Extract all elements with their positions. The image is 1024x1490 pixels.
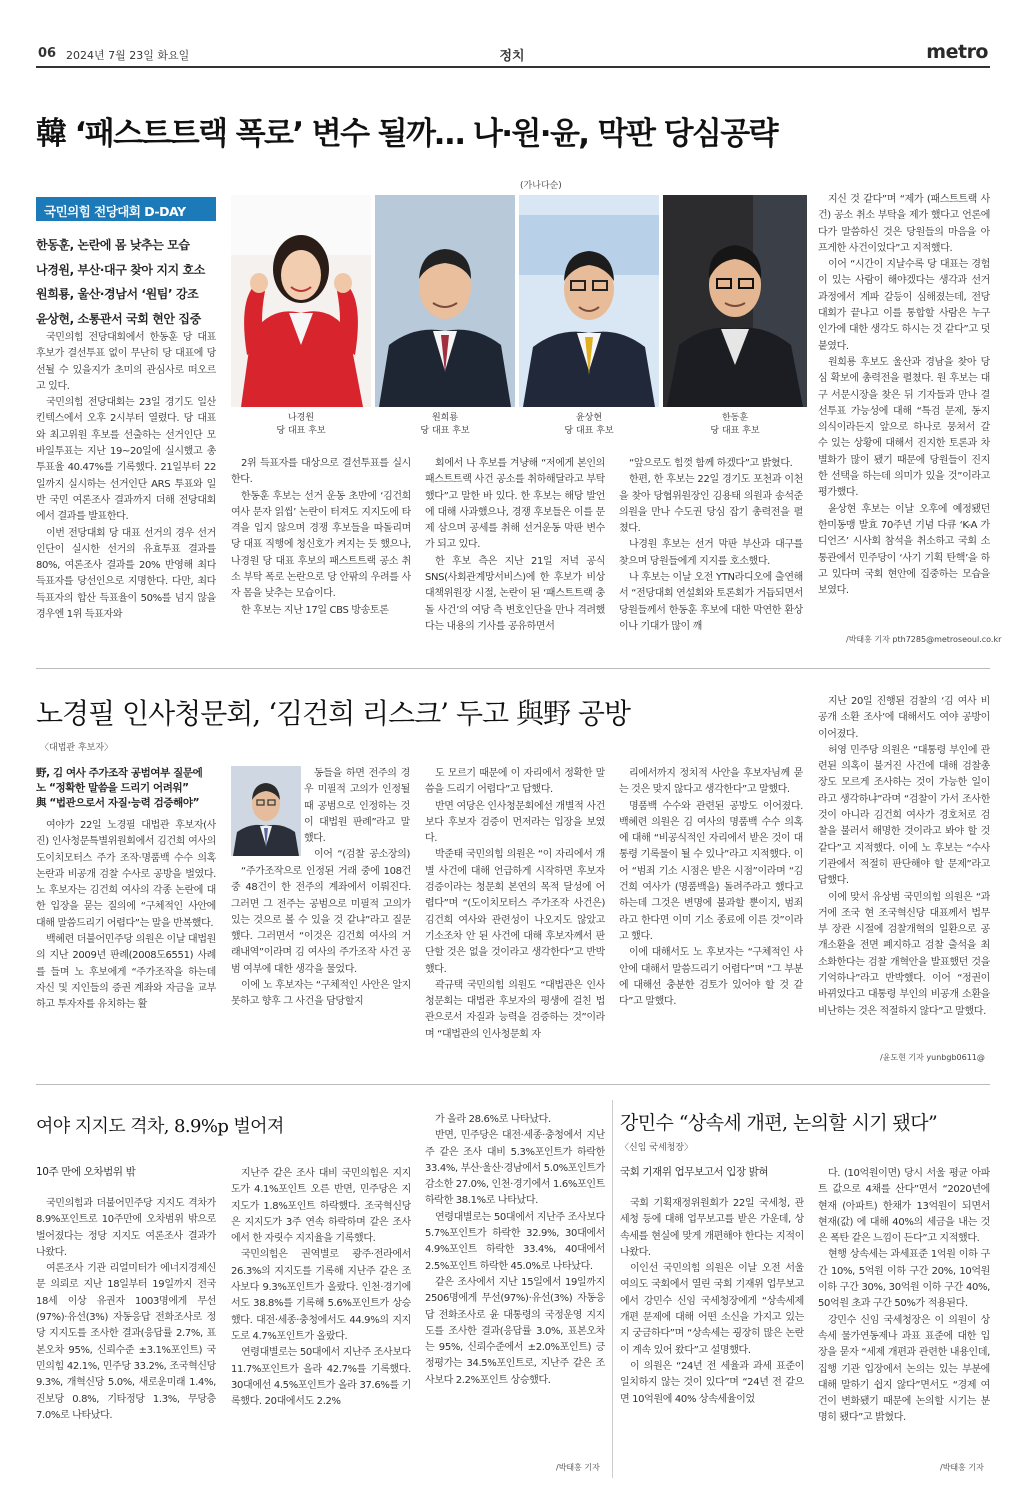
paragraph: 이 의원은 “24년 전 세율과 과세 표준이 일치하지 않는 것이 있다”며 “24년 전 같으면 10억원에 40% 상속세율이었: [620, 1360, 804, 1405]
paragraph: 지신 것 같다”며 “제가 (패스트트랙 사건) 공소 취소 부탁을 제가 했다고 언론에다가 말씀하신 것은 당원들의 마음을 아프게한 사건이었다”고 지적했다.: [818, 194, 990, 254]
article3-body-col2: [231, 1166, 411, 1476]
article2-byline: /윤도현 기자 yunbgb0611@: [880, 1053, 985, 1062]
paragraph: 박준태 국민의힘 의원은 “이 자리에서 개별 사건에 대해 언급하게 시작하면 후보자 검증이라는 청문회 본연의 목적 달성에 어렵다”며 “(도이치모터스 주가조작 사건은) 김건희 여사와 관련성이 나오지도 않았고 기소조차 안 된 사건에 대해 후보자께서 판단할 것은 없을 것이라고 생각한다”고 반박했다.: [425, 849, 605, 975]
photo-caption-1-title: 당 대표 후보: [276, 426, 326, 436]
paragraph: 리에서까지 정치적 사안을 후보자님께 묻는 것은 맞지 않다고 생각한다”고 말했다.: [619, 768, 803, 796]
paragraph: 연령대별로는 50대에서 지난주 조사보다 5.7%포인트가 하락한 32.9%, 30대에서 4.9%포인트 하락한 33.4%, 40대에서 2.5%포인트 하락한 45.0%로 나타났다.: [425, 1211, 605, 1272]
photo-caption-1: [231, 412, 371, 438]
dday-tag: 국민의힘 전당대회 D-DAY: [36, 197, 216, 221]
paragraph: 국민의힘 전당대회에서 한동훈 당 대표 후보가 결선투표 없이 무난히 당 대표에 당선될 수 있을지가 초미의 관심사로 떠오르고 있다.: [36, 332, 216, 392]
paragraph: 반면, 민주당은 대전·세종·충청에서 지난주 같은 조사 대비 5.3%포인트가 하락한 33.4%, 부산·울산·경남에서 5.0%포인트가 감소한 27.0%, 인천·경기에서 1.6%포인트 하락한 38.1%로 나타났다.: [425, 1130, 605, 1207]
paragraph: 이어 “시간이 지날수록 당 대표는 경험이 있는 사람이 해야겠다는 생각과 선거 과정에서 계파 갈등이 심해졌는데, 전당대회가 끝나고 이를 통합할 사람은 누구인가에 대한 생각도 하시는 것 같다”고 덧붙였다.: [818, 259, 990, 352]
header-rule: [36, 66, 990, 68]
article4-body-col2: [818, 1166, 990, 1462]
article1-body-col4: [619, 456, 803, 648]
article1-headline: 韓 ‘패스트트랙 폭로’ 변수 될까… 나·원·윤, 막판 당심공략: [36, 116, 777, 152]
article3-headline: 여야 지지도 격차, 8.9%p 벌어져: [36, 1116, 284, 1137]
photo-caption-2-name: 원희룡: [431, 413, 459, 423]
paragraph: 한편, 한 후보는 22일 경기도 포천과 이천을 찾아 당협위원장인 김용태 의원과 송석준 의원을 만나 수도권 당심 잡기 총력전을 펼쳤다.: [619, 474, 803, 535]
paragraph: 한 후보는 지난 17일 CBS 방송토론: [241, 604, 389, 616]
article3-body-col3: [425, 1112, 605, 1476]
metro-logo: [926, 41, 988, 63]
paragraph: 나경원 후보는 선거 막판 부산과 대구를 찾으며 당원들에게 지지를 호소했다.: [619, 539, 803, 567]
article1-subheads: [36, 233, 205, 331]
paragraph: 이에 맞서 유상범 국민의힘 의원은 “과거에 조국 현 조국혁신당 대표께서 법무부 장관 시절에 검찰개혁의 일환으로 공개소환을 전면 폐지하고 검찰 출석을 최소화한다는 검찰 개혁안을 발표했던 것을 기억하나”라고 반박했다. 이어 “정권이 바뀌었다고 대통령 부인의 비공개 소환을 비난하는 것은 적절하지 않다”고 말했다.: [818, 891, 990, 1017]
section-divider-2: [36, 1084, 990, 1085]
paragraph: 윤상현 후보는 이날 오후에 예정됐던 한미동맹 발효 70주년 기념 다큐 ‘K-A 가디언즈’ 시사회 참석을 취소하고 국회 소통관에서 민주당이 ‘사기 기획 탄핵’을 하고 있다며 국회 현안에 집중하는 모습을 보였다.: [818, 503, 990, 597]
paragraph: 이에 노 후보자는 “구체적인 사안은 알지 못하고 향후 그 사건을 담당할지: [231, 980, 411, 1008]
photo-order-note: (가나다순): [520, 181, 562, 191]
paragraph: 국민의힘과 더불어민주당 지지도 격차가 8.9%포인트로 10주만에 오차범위 밖으로 벌어졌다는 정당 지지도 여론조사 결과가 나왔다.: [36, 1198, 216, 1258]
paragraph: 한동훈 후보는 선거 운동 초반에 ‘김건희 여사 문자 읽씹’ 논란이 터져도 지지도에 타격을 입지 않으며 경쟁 후보들을 따돌리며 당 대표 직행에 청신호가 켜지는 듯 했으나, 나경원 당 대표 후보의 패스트트랙 공소 취소 부탁 폭로 논란으로 당 안팎의 우려를 사자 몸을 낮추는 모습이다.: [231, 490, 411, 600]
article4-photo-caption: 〈신임 국세청장〉: [620, 1143, 694, 1153]
paragraph: 연령대별로는 50대에서 지난주 조사보다 11.7%포인트가 올라 42.7%를 기록했다. 30대에선 4.5%포인트가 올라 37.6%를 기록했다. 20대에서도 2.2%: [231, 1347, 411, 1408]
article4-byline: /박태홍 기자: [940, 1463, 984, 1472]
paragraph: 동들을 하면 전주의 경우 미필적 고의가 인정될 때 공범으로 인정하는 것이 대법원 판례”라고 말했다.: [304, 768, 410, 845]
paragraph: 이인선 국민의힘 의원은 이날 오전 서울 여의도 국회에서 열린 국회 기재위 업무보고에서 강민수 신임 국세청장에게 “상속세제 개편 문제에 대해 어떤 소신을 가지고 있는지 궁금하다”며 “상속세는 굉장히 많은 논란이 계속 있어 왔다”고 설명했다.: [620, 1263, 804, 1356]
photo-caption-4-title: 당 대표 후보: [710, 426, 760, 436]
article1-subhead-2: 나경원, 부산·대구 찾아 지지 호소: [36, 262, 205, 277]
paragraph: 다. (10억원이면) 당시 서울 평균 아파트 값으로 4채를 산다”면서 “2020년에 현재 (아파트) 한채가 13억원이 되면서 현재(값) 에 대해 40%의 세금을 내는 것은 폭탄 같은 느낌이 든다”고 지적했다.: [818, 1168, 990, 1245]
article2-body-col4: [619, 766, 803, 1056]
article2-body-col3: [425, 766, 605, 1068]
paragraph: 한 후보 측은 지난 21일 저녁 공식 SNS(사회관계망서비스)에 한 후보가 비상대책위원장 시절, 논란이 된 ‘패스트트랙 충돌 사건’의 여당 측 변호인단을 만나 격려했다는 내용의 기사를 공유하면서: [425, 555, 605, 632]
photo-han-donghoon: [663, 195, 807, 407]
photo-yoon-sanghyun: [519, 195, 659, 407]
article1-body-col3: [425, 456, 605, 648]
paragraph: “주가조작으로 인정된 거래 중에 108건 중 48건이 한 전주의 계좌에서 이뤄진다. 그러면 그 전주는 공범으로 미필적 고의가 있는 것으로 볼 수 있을 것 같냐”라고 질문했다. 그러면서 “이것은 김건희 여사의 거래내역”이라며 김 여사의 주가조작 사건 공범 여부에 대한 생각을 물었다.: [231, 866, 411, 975]
paragraph: 국회 기획재정위원회가 22일 국세청, 관세청 등에 대해 업무보고를 받은 가운데, 상속세를 현실에 맞게 개편해야 한다는 지적이 나왔다.: [620, 1198, 804, 1258]
paragraph: 명품백 수수와 관련된 공방도 이어졌다. 백혜련 의원은 김 여사의 명품백 수수 의혹에 대해 “비공식적인 자리에서 받은 것이 대통령 기록물이 될 수 있나”라고 지적했다. 이어 “범죄 기소 시점은 받은 시점”이라며 “김건희 여사가 (명품백을) 돌려주라고 했다고 하는데 그것은 변명에 불과할 뿐이지, 범죄라고 한다면 이미 기소 종료에 이른 것”이라고 했다.: [619, 800, 803, 942]
paragraph: 같은 조사에서 지난 15일에서 19일까지 2506명에게 무선(97%)·유선(3%) 자동응답 전화조사로 윤 대통령의 국정운영 지지도를 조사한 결과(응답률 3.0%, 표본오차는 95%, 신뢰수준에서 ±2.0%포인트) 긍정평가는 34.5%포인트로, 지난주 같은 조사보다 2.2%포인트 상승했다.: [425, 1276, 605, 1386]
paragraph: 국민의힘 전당대회는 23일 경기도 일산 킨텍스에서 오후 2시부터 열렸다. 당 대표와 최고위원 후보를 선출하는 선거인단 모바일투표는 지난 19~20일에 실시했고 총 투표율 40.47%를 기록했다. 21일부터 22일까지 실시하는 선거인단 ARS 투표와 일반 국민 여론조사 결과까지 더해 전당대회에서 결과를 발표한다.: [36, 397, 216, 523]
photo-caption-3-name: 윤상현: [575, 413, 603, 423]
article2-body-col1: [36, 818, 216, 1068]
paragraph: “앞으로도 힘껏 함께 하겠다”고 밝혔다.: [629, 458, 793, 469]
photo-noh-kyungpil: [231, 766, 301, 856]
paragraph: 이어 “(검찰 공소장의): [314, 849, 410, 861]
paragraph: 백혜련 더불어민주당 의원은 이날 대법원의 지난 2009년 판례(2008도6551) 사례를 들며 노 후보에게 “주가조작을 하는데 자신 및 지인들의 증권 계좌와 자금을 교부하고 투자자를 유치하는 활: [36, 934, 216, 1011]
paragraph: 강민수 신임 국세청장은 이 의원이 상속세 물가연동제나 과표 표준에 대한 입장을 묻자 “세제 개편과 관련한 내용인데, 집행 기관 입장에서 논의는 있는 부분에 대해 말하기 쉽지 않다”면서도 “경제 여건이 변화됐기 때문에 논의할 시기는 분명히 됐다”고 밝혔다.: [818, 1314, 990, 1424]
paragraph: 곽규택 국민의힘 의원도 “대법관은 인사청문회는 대법관 후보자의 평생에 걸친 법관으로서 자질과 능력을 검증하는 것”이라며 “대법관의 인사청문회 자: [425, 979, 605, 1040]
photo-caption-2: [375, 412, 515, 438]
article1-subhead-4: 윤상현, 소통관서 국회 현안 집중: [36, 311, 201, 326]
paragraph: 가 올라 28.6%로 나타났다.: [435, 1114, 551, 1125]
photo-caption-3-title: 당 대표 후보: [564, 426, 614, 436]
page-number: 06: [38, 46, 57, 61]
article3-byline: /박태홍 기자: [556, 1463, 600, 1472]
article1-subhead-3: 원희룡, 울산·경남서 ‘원팀’ 강조: [36, 287, 199, 301]
issue-date-text: 2024년 7월 23일 화요일: [66, 49, 190, 62]
article2-body-col2: [231, 864, 411, 1068]
article4-subhead: 국회 기재위 업무보고서 입장 밝혀: [620, 1166, 769, 1178]
article2-body-col2-top: [304, 766, 410, 864]
article1-body-col1: [36, 330, 216, 648]
paragraph: 회에서 나 후보를 겨냥해 “저에게 본인의 패스트트랙 사건 공소를 취하해달라고 부탁했다”고 말한 바 있다. 한 후보는 해당 발언에 대해 사과했으나, 경쟁 후보들은 이를 문제 삼으며 공세를 취해 선거운동 막판 변수가 되고 있다.: [425, 458, 605, 551]
article4-body-col1: [620, 1196, 804, 1476]
paragraph: 지난주 같은 조사 대비 국민의힘은 지지도가 4.1%포인트 오른 반면, 민주당은 지지도가 1.8%포인트 하락했다. 조국혁신당은 지지도가 3주 연속 하락하며 같은 조사에서 한 자릿수 지지율을 기록했다.: [231, 1168, 411, 1245]
article2-subheads: [36, 766, 202, 811]
column-divider: [612, 1100, 613, 1478]
paragraph: 원희룡 후보도 울산과 경남을 찾아 당심 확보에 총력전을 펼쳤다. 원 후보는 대구 서문시장을 찾은 뒤 기자들과 만나 결선투표 가능성에 대해 “특검 문제, 동지 의식이라든지 앞으로 하나로 뭉쳐서 갈 수 있는 상황에 대해서 진지한 토론과 차별화가 많이 됐기 때문에 당원들이 진지한 선택을 하는데 의미가 있을 것”이라고 평가했다.: [818, 356, 990, 499]
paragraph: 반면 여당은 인사청문회에선 개별적 사건보다 후보자 검증이 먼저라는 입장을 보였다.: [425, 800, 605, 845]
article3-subhead: 10주 만에 오차범위 밖: [36, 1166, 136, 1178]
paragraph: 나 후보는 이날 오전 YTN라디오에 출연해서 “전당대회 연설회와 토론회가 거듭되면서 당원들께서 한동훈 후보에 대한 막연한 환상이나 기대가 많이 깨: [619, 572, 803, 632]
photo-caption-4: [663, 412, 807, 438]
paragraph: 이에 대해서도 노 후보자는 “구체적인 사안에 대해서 말씀드리기 어렵다”며 “그 부분에 대해선 충분한 검토가 있어야 할 것 같다”고 말했다.: [619, 947, 803, 1008]
logo-text: metro: [926, 41, 988, 63]
paragraph: 여야가 22일 노경필 대법관 후보자(사진) 인사청문특별위원회에서 김건희 여사의 도이치모터스 주가 조작·명품백 수수 의혹 논란과 비공개 검찰 수사로 공방을 벌였다. 노 후보자는 김건희 여사의 각종 논란에 대한 입장을 묻는 질의에 “구체적인 사안에 대해 말씀드리기 어렵다”는 말을 반복했다.: [36, 820, 216, 929]
photo-na-kyungwon: [231, 195, 371, 407]
photo-caption-2-title: 당 대표 후보: [420, 426, 470, 436]
paragraph: 국민의힘은 권역별로 광주·전라에서 26.3%의 지지도를 기록해 지난주 같은 조사보다 9.3%포인트가 올랐다. 인천·경기에서도 38.8%를 기록해 5.6%포인트가 상승했다. 대전·세종·충청에서도 44.9%의 지지도로 4.7%포인트가 올랐다.: [231, 1249, 411, 1342]
article4-headline: 강민수 “상속세 개편, 논의할 시기 됐다”: [620, 1112, 938, 1134]
article2-photo-caption: 〈대법관 후보자〉: [40, 743, 114, 753]
paragraph: 도 모르기 때문에 이 자리에서 정확한 말씀을 드리기 어렵다”고 답했다.: [425, 768, 605, 796]
photo-caption-4-name: 한동훈: [721, 413, 749, 423]
article2-subhead-1: 野, 김 여사 주가조작 공범여부 질문에: [36, 767, 203, 779]
photo-caption-3: [519, 412, 659, 438]
article1-byline: /박태홍 기자 pth7285@metroseoul.co.kr: [846, 635, 1002, 644]
article1-body-col2: [231, 456, 411, 648]
paragraph: 2위 득표자를 대상으로 결선투표를 실시한다.: [231, 458, 411, 486]
paragraph: 이번 전당대회 당 대표 선거의 경우 선거인단이 실시한 선거의 유효투표 결과를 80%, 여론조사 결과를 20% 반영해 최다득표자를 당선인으로 지명한다. 다만, 최다득표자의 합산 득표율이 50%를 넘지 않을 경우엔 1위 득표자와: [36, 527, 216, 621]
article2-subhead-3: 與 “법관으로서 자질·능력 검증해야”: [36, 797, 200, 809]
paragraph: 지난 20일 진행된 검찰의 ‘김 여사 비공개 소환 조사’에 대해서도 여야 공방이 이어졌다.: [818, 696, 990, 740]
section-divider-1: [36, 668, 990, 669]
article2-subhead-2: 노 “정확한 말씀을 드리기 어려워”: [36, 782, 189, 794]
article1-body-col5: [818, 192, 990, 642]
paragraph: 여론조사 기관 리얼미터가 에너지경제신문 의뢰로 지난 18일부터 19일까지 전국 18세 이상 유권자 1003명에게 무선(97%)·유선(3%) 자동응답 전화조사로 정당 지지도를 조사한 결과(응답률 2.7%, 표본오차 95%, 신뢰수준 ±3.1%포인트) 국민의힘 42.1%, 민주당 33.2%, 조국혁신당 9.3%, 개혁신당 5.0%, 새로운미래 1.4%, 진보당 0.8%, 기타정당 1.3%, 무당층 7.0%로 나타났다.: [36, 1263, 216, 1421]
photo-won-heeryong: [375, 195, 515, 407]
photo-caption-1-name: 나경원: [287, 413, 315, 423]
article2-body-col5: [818, 694, 990, 1048]
paragraph: 허영 민주당 의원은 “대통령 부인에 관련된 의혹이 불거진 사건에 대해 검찰총장도 모르게 조사하는 것이 가능한 일이라고 생각하냐”라며 “검찰이 가서 조사한 것이 아니라 김건희 여사가 경호처로 검찰을 불러서 해명한 것이라고 봐야 할 것 같다”고 지적했다. 이에 노 후보는 “수사 기관에서 적절히 판단해야 할 문제”라고 답했다.: [818, 744, 990, 887]
article3-body-col1: [36, 1196, 216, 1476]
section-title: 정치: [499, 49, 525, 64]
article1-subhead-1: 한동훈, 논란에 몸 낮추는 모습: [36, 238, 190, 252]
paragraph: 현행 상속세는 과세표준 1억원 이하 구간 10%, 5억원 이하 구간 20%, 10억원 이하 구간 30%, 30억원 이하 구간 40%, 50억원 초과 구간 50%가 적용된다.: [818, 1249, 990, 1310]
article2-headline: 노경필 인사청문회, ‘김건희 리스크’ 두고 與野 공방: [36, 697, 630, 730]
